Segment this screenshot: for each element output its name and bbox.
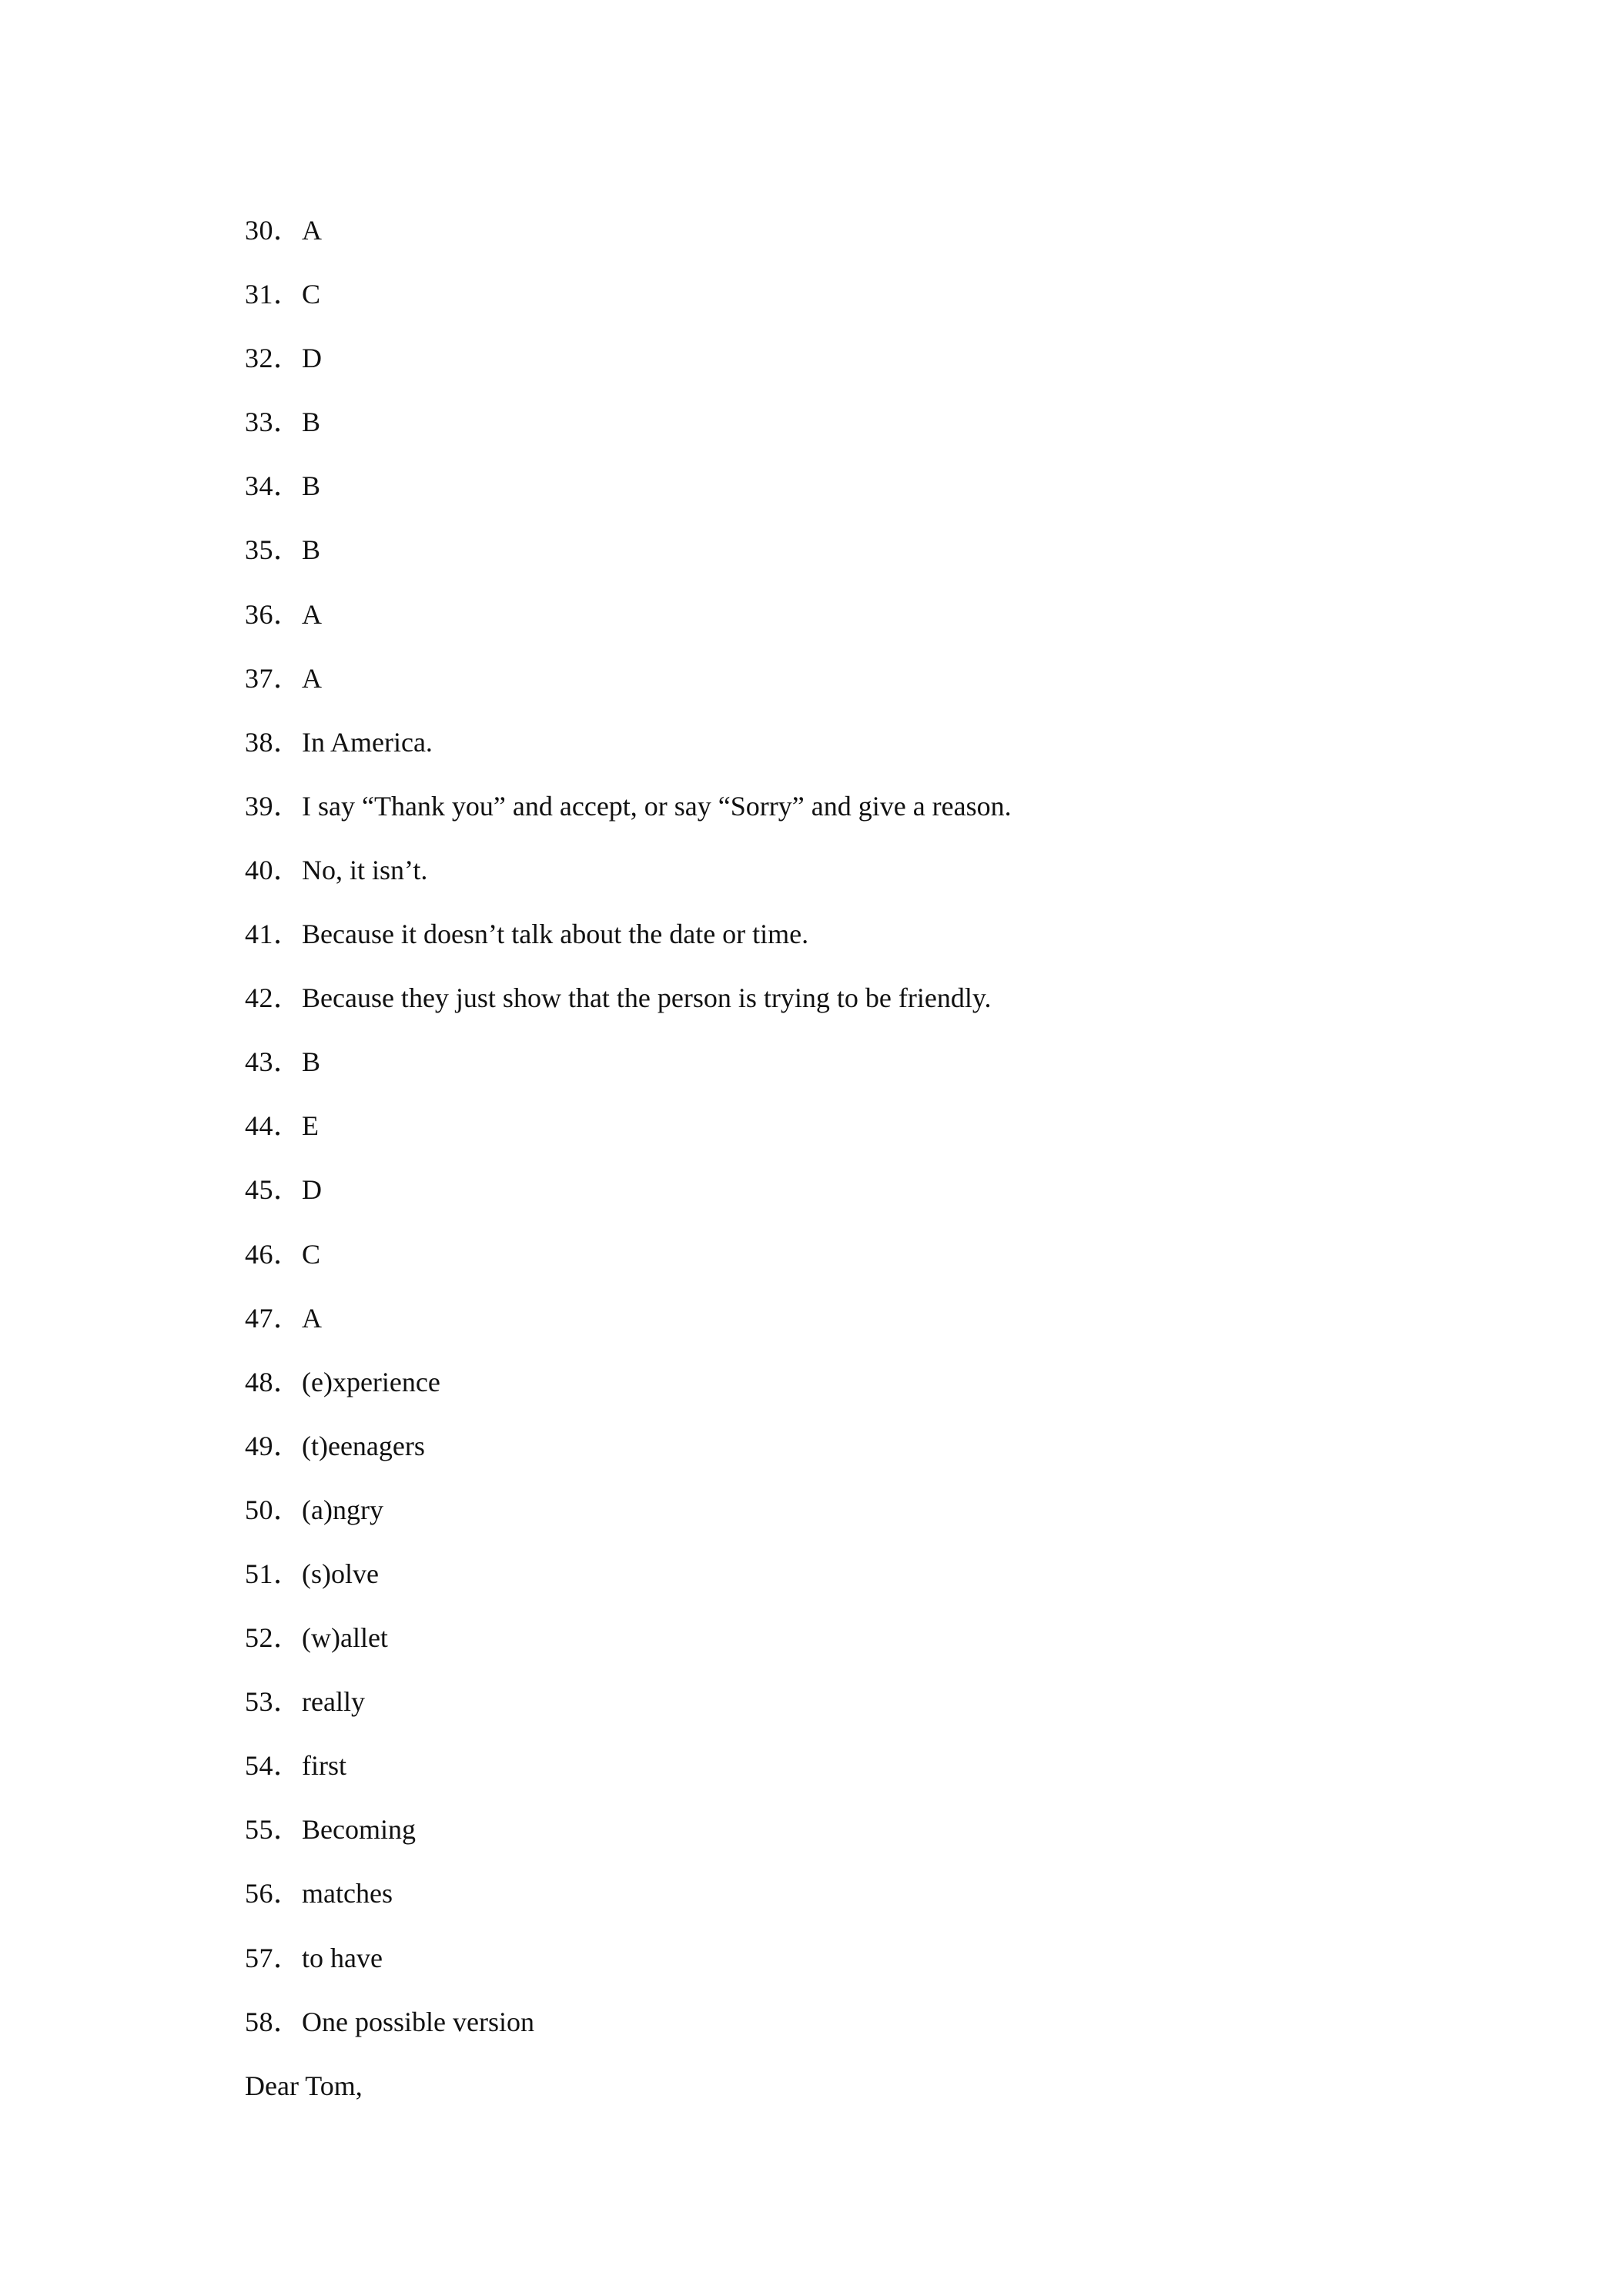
answer-text: B [302, 407, 321, 438]
answer-33 [245, 401, 1012, 465]
answer-number: 49． [245, 1430, 302, 1461]
answer-45 [245, 1169, 1012, 1233]
answer-number: 47． [245, 1302, 302, 1334]
answer-52 [245, 1617, 1012, 1681]
answer-text: D [302, 1174, 322, 1206]
answer-37 [245, 658, 1012, 721]
answer-text: B [302, 534, 321, 566]
answer-57 [245, 1937, 1012, 2001]
answer-text: to have [302, 1942, 383, 1973]
answer-text: A [302, 215, 322, 246]
answer-text: really [302, 1686, 365, 1718]
answer-text: (s)olve [302, 1558, 379, 1589]
answer-36 [245, 594, 1012, 658]
answer-list [245, 209, 1012, 2065]
answer-text: C [302, 1238, 321, 1270]
answer-number: 36． [245, 598, 302, 630]
answer-text: (w)allet [302, 1622, 388, 1654]
answer-42 [245, 977, 1012, 1041]
answer-text: One possible version [302, 2006, 534, 2037]
answer-number: 30． [245, 215, 302, 246]
answer-number: 35． [245, 534, 302, 566]
answer-35 [245, 529, 1012, 593]
answer-text: (t)eenagers [302, 1430, 425, 1461]
answer-number: 48． [245, 1366, 302, 1397]
letter-salutation: Dear Tom, [245, 2070, 363, 2101]
answer-55 [245, 1809, 1012, 1873]
answer-number: 33． [245, 407, 302, 438]
answer-number: 46． [245, 1238, 302, 1270]
answer-text: A [302, 598, 322, 630]
answer-number: 57． [245, 1942, 302, 1973]
answer-text: No, it isn’t. [302, 854, 428, 885]
answer-text: A [302, 662, 322, 694]
answer-51 [245, 1553, 1012, 1617]
answer-number: 40． [245, 854, 302, 885]
answer-number: 55． [245, 1814, 302, 1846]
answer-number: 43． [245, 1046, 302, 1078]
answer-56 [245, 1873, 1012, 1936]
answer-number: 51． [245, 1558, 302, 1589]
answer-47 [245, 1297, 1012, 1361]
answer-46 [245, 1233, 1012, 1297]
answer-number: 44． [245, 1110, 302, 1142]
answer-text: Because they just show that the person is trying to be friendly. [302, 982, 992, 1014]
answer-41 [245, 913, 1012, 977]
answer-number: 34． [245, 470, 302, 502]
answer-text: B [302, 470, 321, 502]
answer-number: 39． [245, 790, 302, 822]
answer-40 [245, 849, 1012, 913]
answer-text: first [302, 1750, 346, 1782]
answer-48 [245, 1361, 1012, 1425]
answer-number: 41． [245, 919, 302, 950]
answer-number: 56． [245, 1878, 302, 1909]
answer-number: 38． [245, 726, 302, 758]
answer-number: 52． [245, 1622, 302, 1654]
answer-text: matches [302, 1878, 393, 1909]
answer-44 [245, 1105, 1012, 1169]
answer-text: E [302, 1110, 319, 1142]
answer-number: 31． [245, 279, 302, 310]
answer-text: In America. [302, 726, 433, 758]
answer-text: Becoming [302, 1814, 416, 1846]
answer-34 [245, 465, 1012, 529]
answer-39 [245, 785, 1012, 849]
answer-32 [245, 337, 1012, 401]
answer-number: 42． [245, 982, 302, 1014]
answer-text: Because it doesn’t talk about the date or time. [302, 919, 809, 950]
answer-text: (a)ngry [302, 1494, 383, 1525]
answer-text: I say “Thank you” and accept, or say “Sorry” and give a reason. [302, 790, 1012, 822]
answer-number: 50． [245, 1494, 302, 1525]
answer-53 [245, 1681, 1012, 1745]
answer-number: 53． [245, 1686, 302, 1718]
answer-58 [245, 2001, 1012, 2065]
answer-text: A [302, 1302, 322, 1334]
answer-54 [245, 1745, 1012, 1809]
answer-50 [245, 1489, 1012, 1553]
answer-number: 45． [245, 1174, 302, 1206]
answer-text: C [302, 279, 321, 310]
answer-number: 54． [245, 1750, 302, 1782]
answer-43 [245, 1041, 1012, 1105]
answer-text: (e)xperience [302, 1366, 440, 1397]
answer-number: 58． [245, 2006, 302, 2037]
answer-text: D [302, 343, 322, 374]
answer-31 [245, 273, 1012, 337]
answer-38 [245, 721, 1012, 785]
answer-49 [245, 1425, 1012, 1489]
answer-number: 32． [245, 343, 302, 374]
answer-number: 37． [245, 662, 302, 694]
answer-30 [245, 209, 1012, 273]
answer-text: B [302, 1046, 321, 1078]
